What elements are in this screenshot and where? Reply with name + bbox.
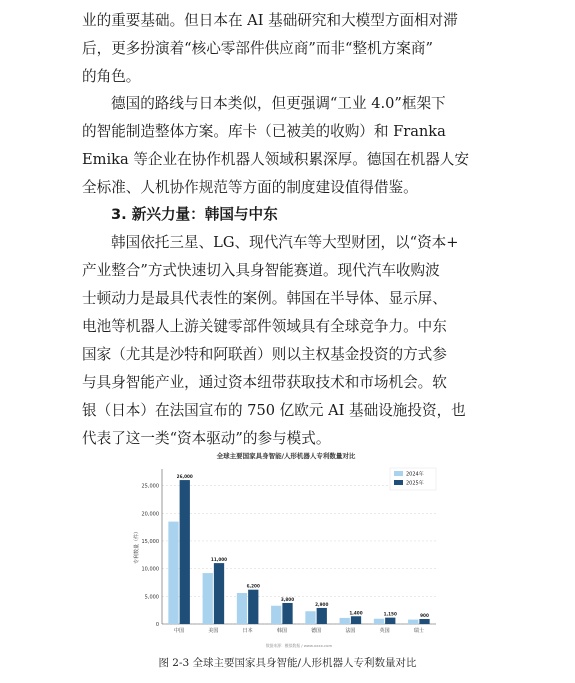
patent-chart <box>126 447 446 657</box>
bar-2024 <box>374 619 384 624</box>
p3-line-8: 代表了这一类“资本驱动”的参与模式。 <box>82 430 331 447</box>
bar-2024 <box>271 606 281 624</box>
x-tick-label: 瑞士 <box>413 628 424 634</box>
p2-line-4: 全标准、人机协作规范等方面的制度建设值得借鉴。 <box>82 179 418 196</box>
bar-2025 <box>351 616 361 624</box>
y-tick-label: 20,000 <box>141 511 159 518</box>
x-tick-label: 法国 <box>345 628 356 634</box>
p3-line-6: 与具身智能产业，通过资本纽带获取技术和市场机会。软 <box>82 374 447 391</box>
y-tick-label: 15,000 <box>141 538 159 545</box>
legend-swatch <box>394 471 403 476</box>
bar-2024 <box>237 593 247 624</box>
p1-line-1: 业的重要基础。但日本在 AI 基础研究和大模型方面相对滞 <box>82 12 458 29</box>
p1-line-3: 的角色。 <box>82 68 141 85</box>
bar-2025 <box>214 563 224 624</box>
x-tick-label: 德国 <box>311 628 322 634</box>
y-tick-label: 0 <box>155 622 159 628</box>
data-label: 1,400 <box>349 610 363 616</box>
bar-2024 <box>340 618 350 624</box>
data-label: 11,000 <box>210 557 228 563</box>
p3-line-7: 银（日本）在法国宣布的 750 亿欧元 AI 基础设施投资，也 <box>82 402 466 419</box>
p3-line-2: 产业整合”方式快速切入具身智能赛道。现代汽车收购波 <box>82 262 440 279</box>
y-tick-label: 5,000 <box>144 594 159 601</box>
y-tick-label: 10,000 <box>141 566 159 573</box>
data-label: 6,200 <box>246 583 260 589</box>
p2-line-1: 德国的路线与日本类似，但更强调“工业 4.0”框架下 <box>111 95 446 112</box>
bar-2024 <box>305 611 315 624</box>
y-tick-label: 25,000 <box>141 483 159 490</box>
x-tick-label: 韩国 <box>276 628 287 634</box>
data-label: 2,900 <box>315 601 329 607</box>
data-label: 1,150 <box>383 611 397 617</box>
data-label: 26,000 <box>176 474 193 480</box>
bar-2025 <box>282 603 292 624</box>
y-axis-label: 专利数量（件） <box>134 528 140 565</box>
p3-line-5: 国家（尤其是沙特和阿联酋）则以主权基金投资的方式参 <box>82 346 447 363</box>
chart-svg <box>126 447 446 657</box>
data-label: 900 <box>420 613 429 619</box>
chart-title: 全球主要国家具身智能/人形机器人专利数量对比 <box>216 452 356 460</box>
p3-line-3: 士顿动力是最具代表性的案例。韩国在半导体、显示屏、 <box>82 290 447 307</box>
p3-line-1: 韩国依托三星、LG、现代汽车等大型财团，以“资本+ <box>111 234 459 251</box>
bar-2025 <box>419 619 429 624</box>
x-tick-label: 日本 <box>242 628 253 634</box>
bar-2025 <box>248 590 258 624</box>
p3-line-4: 电池等机器人上游关键零部件领域具有全球竞争力。中东 <box>82 318 447 335</box>
bar-2025 <box>385 618 395 624</box>
x-tick-label: 英国 <box>379 628 390 634</box>
legend-label: 2025年 <box>406 480 424 487</box>
x-tick-label: 美国 <box>208 628 219 634</box>
bar-2024 <box>168 522 178 624</box>
x-tick-label: 中国 <box>174 628 185 634</box>
legend-label: 2024年 <box>406 471 424 478</box>
legend-swatch <box>394 480 403 485</box>
data-label: 3,800 <box>280 596 295 602</box>
p2-line-2: 的智能制造整体方案。库卡（已被美的收购）和 Franka <box>82 123 446 140</box>
bar-2024 <box>408 620 418 624</box>
p1-line-2: 后，更多扮演着“核心零部件供应商”而非“整机方案商” <box>82 40 433 57</box>
bar-2024 <box>203 573 213 624</box>
bar-2025 <box>180 480 190 624</box>
source-note: 数据来源：模拟数据 / www.xxxx.com <box>265 643 333 648</box>
p2-line-3: Emika 等企业在协作机器人领域积累深厚。德国在机器人安 <box>82 151 470 168</box>
section-title: 3. 新兴力量：韩国与中东 <box>111 206 278 223</box>
figure-caption: 图 2-3 全球主要国家具身智能/人形机器人专利数量对比 <box>158 657 417 669</box>
bar-2025 <box>317 608 327 624</box>
